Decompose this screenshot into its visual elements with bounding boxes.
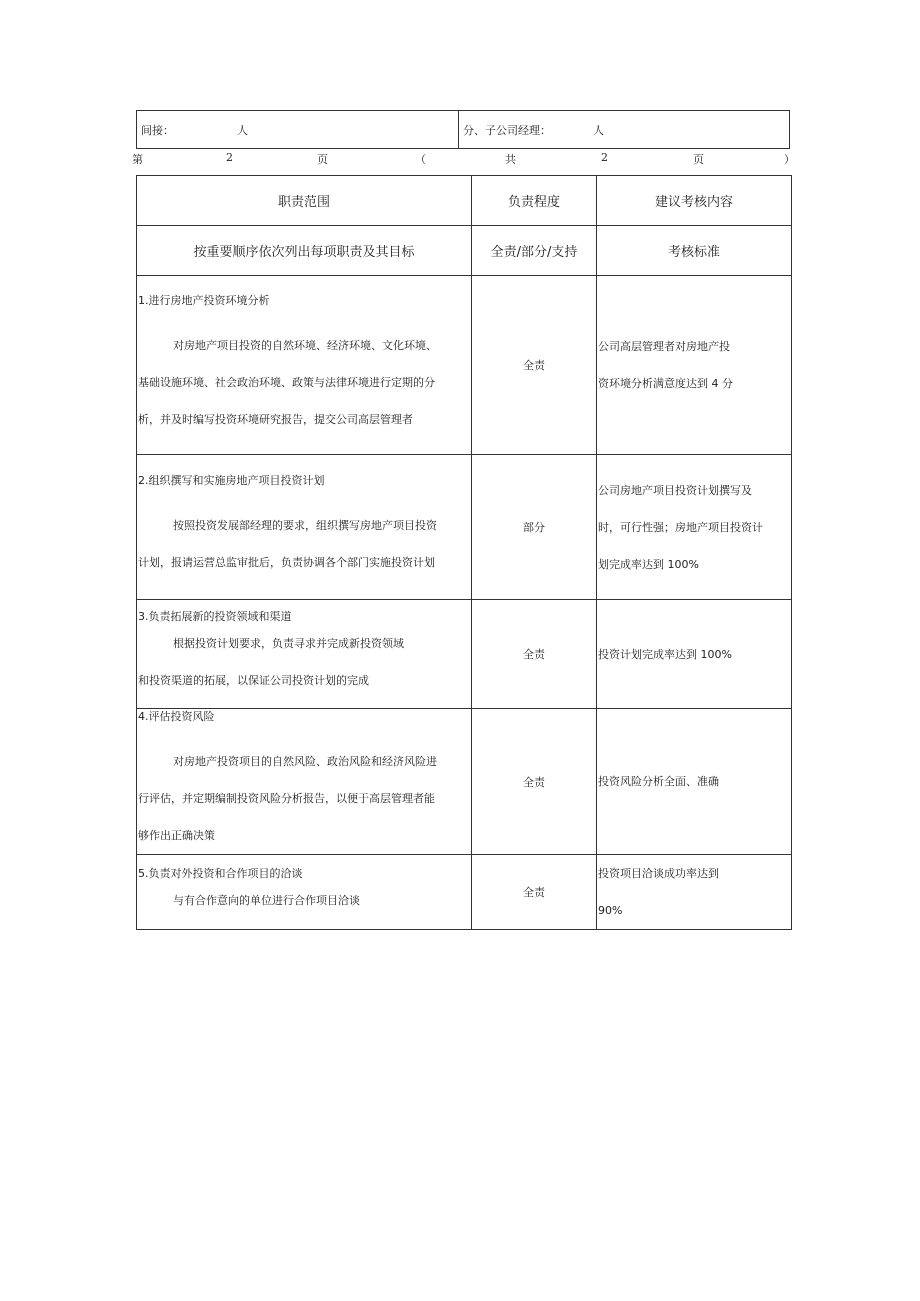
- duty-line: 基础设施环境、社会政治环境、政策与法律环境进行定期的分: [138, 375, 435, 389]
- assessment-criteria: [597, 855, 792, 930]
- criteria-line: 投资项目洽谈成功率达到: [598, 867, 719, 880]
- criteria-line: 时，可行性强；房地产项目投资计: [598, 520, 763, 534]
- duty-line: 对房地产投资项目的自然风险、政治风险和经济风险进: [173, 755, 437, 768]
- criteria-line: 90%: [598, 904, 623, 917]
- duty-line: 根据投资计划要求，负责寻求并完成新投资领域: [173, 637, 404, 650]
- duty-title: 3.负责拓展新的投资领域和渠道: [138, 610, 292, 623]
- open-paren: （: [415, 153, 426, 166]
- indirect-staff-unit: 人: [237, 123, 248, 137]
- criteria-line: 划完成率达到 100%: [598, 557, 699, 571]
- criteria-line: 投资计划完成率达到 100%: [598, 647, 732, 661]
- page-prefix: 第: [132, 153, 143, 166]
- duty-table: [136, 175, 792, 930]
- duty-line: 行评估，并定期编制投资风险分析报告，以便于高层管理者能: [138, 792, 435, 805]
- duty-description: [138, 743, 469, 854]
- branch-manager-label: 分、子公司经理：: [463, 123, 551, 137]
- indirect-staff-label: 间接：: [141, 123, 174, 137]
- duty-title: 1.进行房地产投资环境分析: [138, 293, 270, 307]
- responsibility-level: 全责: [472, 600, 597, 709]
- header-level-options: 全责/部分/支持: [472, 226, 597, 276]
- criteria-line: 投资风险分析全面、准确: [598, 775, 719, 788]
- page-word-2: 页: [693, 153, 704, 166]
- header-assessment: 建议考核内容: [597, 176, 792, 226]
- assessment-criteria: [597, 709, 792, 855]
- header-duty-list: 按重要顺序依次列出每项职责及其目标: [137, 226, 472, 276]
- assessment-criteria: [597, 276, 792, 455]
- duty-cell: [137, 276, 472, 455]
- responsibility-level: 全责: [472, 276, 597, 455]
- duty-line: 计划，报请运营总监审批后，负责协调各个部门实施投资计划: [138, 556, 435, 569]
- duty-description: [138, 327, 469, 438]
- duty-cell: [137, 709, 472, 855]
- page-indicator: [132, 151, 795, 167]
- duty-cell: [137, 855, 472, 930]
- duty-cell: [137, 455, 472, 600]
- duty-row: [137, 709, 792, 855]
- close-paren: ）: [784, 153, 795, 166]
- duty-line: 析，并及时编写投资环境研究报告，提交公司高层管理者: [138, 412, 413, 426]
- duty-title: 4.评估投资风险: [138, 710, 215, 723]
- assessment-criteria: [597, 455, 792, 600]
- duty-description: [138, 882, 469, 919]
- responsibility-level: 全责: [472, 855, 597, 930]
- indirect-staff-cell: [137, 111, 459, 148]
- duty-title: 2.组织撰写和实施房地产项目投资计划: [138, 474, 325, 487]
- criteria-line: 公司高层管理者对房地产投: [598, 340, 730, 353]
- total-page-number: 2: [601, 151, 608, 164]
- duty-description: [138, 507, 469, 581]
- duty-row: [137, 276, 792, 455]
- header-row-2: [137, 226, 792, 276]
- header-duty-scope: 职责范围: [137, 176, 472, 226]
- duty-description: [138, 625, 469, 699]
- header-row-1: [137, 176, 792, 226]
- responsibility-level: 全责: [472, 709, 597, 855]
- header-criteria: 考核标准: [597, 226, 792, 276]
- total-word: 共: [505, 153, 516, 166]
- branch-manager-cell: [459, 111, 789, 148]
- header-responsibility: 负责程度: [472, 176, 597, 226]
- current-page-number: 2: [226, 151, 233, 164]
- assessment-criteria: [597, 600, 792, 709]
- duty-row: [137, 600, 792, 709]
- duty-row: [137, 855, 792, 930]
- criteria-line: 资环境分析满意度达到 4 分: [598, 377, 733, 390]
- branch-manager-unit: 人: [593, 123, 604, 137]
- duty-line: 够作出正确决策: [138, 829, 215, 842]
- criteria-line: 公司房地产项目投资计划撰写及: [598, 483, 752, 497]
- staff-count-table: [136, 110, 790, 149]
- responsibility-level: 部分: [472, 455, 597, 600]
- duty-title: 5.负责对外投资和合作项目的洽谈: [138, 866, 303, 880]
- duty-row: [137, 455, 792, 600]
- duty-line: 对房地产项目投资的自然环境、经济环境、文化环境、: [173, 338, 437, 352]
- duty-line: 和投资渠道的拓展，以保证公司投资计划的完成: [138, 674, 369, 687]
- duty-cell: [137, 600, 472, 709]
- duty-line: 与有合作意向的单位进行合作项目洽谈: [173, 893, 360, 907]
- duty-line: 按照投资发展部经理的要求，组织撰写房地产项目投资: [173, 519, 437, 532]
- page-word: 页: [317, 153, 328, 166]
